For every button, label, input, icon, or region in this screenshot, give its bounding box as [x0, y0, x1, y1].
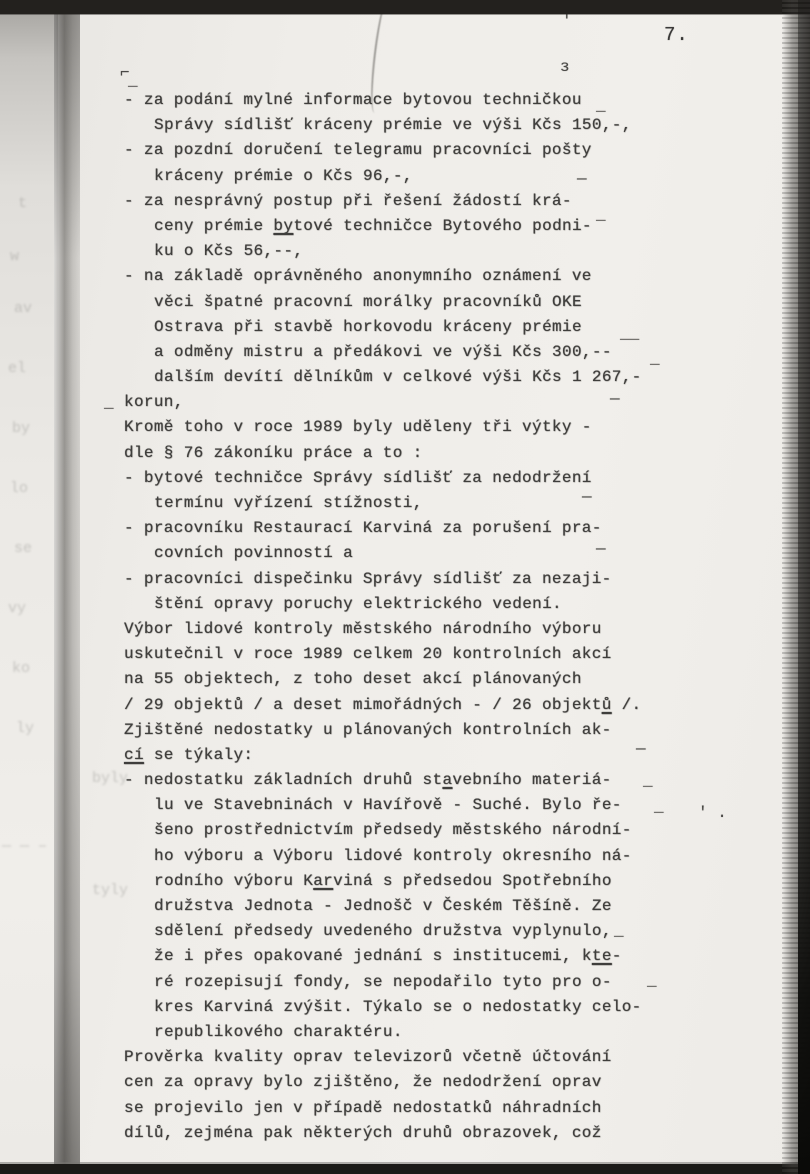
text-line: termínu vyřízení stížnosti, — [154, 494, 423, 512]
bleed-through-text: t — [18, 195, 28, 212]
text-line: Správy sídlišť kráceny prémie ve výši Kčs 150,-, — [154, 116, 632, 135]
stray-mark: — — [582, 488, 592, 506]
text-line: - za nesprávný postup při řešení žádostí krá- — [124, 191, 572, 210]
text-line: - na základě oprávněného anonymního oznámení ve — [124, 267, 592, 286]
scan-edge-right-dark — [798, 0, 810, 1174]
text-line: korun, — [124, 393, 184, 412]
bleed-through-text: av — [14, 300, 33, 317]
text-line: ré rozepisují fondy, se nepodařilo tyto pro o- — [154, 972, 612, 991]
text-block — [124, 88, 704, 1146]
text-line: - nedostatku základních druhů stavebního materiá- — [124, 771, 612, 790]
stray-mark: _ — [128, 72, 138, 90]
text-line: rodního výboru Karviná s předsedou Spotřebního — [154, 871, 612, 890]
text-line: - za podání mylné informace bytovou techničkou — [124, 91, 582, 109]
text-line: / 29 objektů / a deset mimořádných - / 26 objektů /. — [124, 695, 642, 714]
bleed-through-text: ly — [16, 720, 35, 737]
text-line: Výbor lidové kontroly městského národního výboru — [124, 619, 602, 638]
text-line: se projevilo jen v případě nedostatků náhradních — [124, 1098, 602, 1117]
bleed-through-text: by — [12, 420, 31, 437]
stray-mark: ' . — [698, 804, 727, 822]
text-line: ho výboru a Výboru lidové kontroly okresního ná- — [154, 846, 632, 865]
text-line: dle § 76 zákoníku práce a to : — [124, 443, 423, 462]
text-line: - za pozdní doručení telegramu pracovníci pošty — [124, 141, 592, 160]
text-line: cen za opravy bylo zjištěno, že nedodržení oprav — [124, 1073, 602, 1092]
text-line: - pracovníku Restaurací Karviná za porušení pra- — [124, 519, 602, 538]
text-line: a odměny mistru a předákovi ve výši Kčs 300,-- — [154, 342, 612, 361]
scanner-edge-top — [0, 0, 810, 14]
text-line: lu ve Stavebninách v Havířově - Suché. Bylo ře- — [154, 796, 622, 815]
stray-mark: — — [577, 170, 587, 188]
text-line: kráceny prémie o Kčs 96,-, — [154, 166, 413, 185]
text-line: kres Karviná zvýšit. Týkalo se o nedostatky celo- — [154, 997, 642, 1016]
stray-mark: ɜ — [560, 58, 570, 76]
bleed-through-text: vy — [8, 600, 27, 617]
stray-mark: — — [636, 740, 646, 758]
text-line: dílů, zejména pak některých druhů obrazovek, což — [124, 1123, 602, 1142]
text-line: na 55 objektech, z toho deset akcí plánovaných — [124, 670, 582, 689]
stray-mark: _ — [104, 394, 114, 412]
text-line: sdělení předsedy uvedeného družstva vyplynulo, — [154, 922, 612, 941]
text-line: ceny prémie bytové techničce Bytového podni- — [154, 216, 592, 235]
adjacent-page-edge — [0, 0, 58, 1174]
bleed-through-text: — — – — [2, 838, 48, 855]
text-line: republikového charaktéru. — [154, 1022, 403, 1041]
text-line: štění opravy poruchy elektrického vedení. — [154, 594, 563, 613]
text-line: věci špatné pracovní morálky pracovníků OKE — [154, 292, 582, 311]
text-line: ku o Kčs 56,--, — [154, 242, 304, 261]
bleed-through-text: ko — [12, 660, 31, 677]
text-line: - pracovníci dispečinku Správy sídlišť za nezaji- — [124, 569, 612, 588]
bleed-through-text: el — [8, 360, 27, 377]
stray-mark: _ — [596, 206, 606, 224]
scanner-edge-bottom — [0, 1164, 810, 1174]
text-line: cí se týkaly: — [124, 745, 254, 764]
text-line: Zjištěné nedostatky u plánovaných kontrolních ak- — [124, 720, 612, 739]
text-line: družstva Jednota - Jednošč v Českém Těšíně. Ze — [154, 897, 612, 915]
text-line: - bytové techničce Správy sídlišť za nedodržení — [124, 468, 592, 487]
bleed-through-text: lo — [10, 480, 29, 497]
stray-mark: _ — [654, 798, 664, 816]
text-line: dalším devítí dělníkům v celkové výši Kčs 1 267,- — [154, 368, 642, 387]
stray-mark: _ — [596, 97, 606, 115]
stray-mark: __ — [620, 325, 640, 343]
text-line: Ostrava při stavbě horkovodu kráceny prémie — [154, 317, 582, 336]
text-line: Kromě toho v roce 1989 byly uděleny tři výtky - — [124, 418, 592, 437]
bleed-through-text: w — [10, 248, 20, 265]
stray-mark: _ — [650, 350, 660, 368]
bleed-through-text: se — [14, 540, 33, 557]
stray-mark: ⌐ — [120, 64, 130, 82]
binding-shadow — [54, 0, 80, 1174]
stray-mark: _ — [614, 922, 624, 940]
stray-mark: — — [610, 390, 620, 408]
stray-mark: — — [596, 540, 606, 558]
text-line: Prověrka kvality oprav televizorů včetně účtování — [124, 1048, 612, 1067]
text-line: uskutečnil v roce 1989 celkem 20 kontrolních akcí — [124, 645, 612, 664]
bleed-through-text: byly — [92, 770, 129, 787]
bleed-through-text: tyly — [92, 882, 129, 899]
text-line: že i přes opakované jednání s institucemi, kte- — [154, 947, 622, 966]
stray-mark: _ — [647, 972, 657, 990]
text-line: šeno prostřednictvím předsedy městského národní- — [154, 821, 632, 840]
page-number: 7. — [664, 24, 689, 46]
stray-mark: _ — [643, 772, 653, 790]
text-line: covních povinností a — [154, 544, 354, 563]
